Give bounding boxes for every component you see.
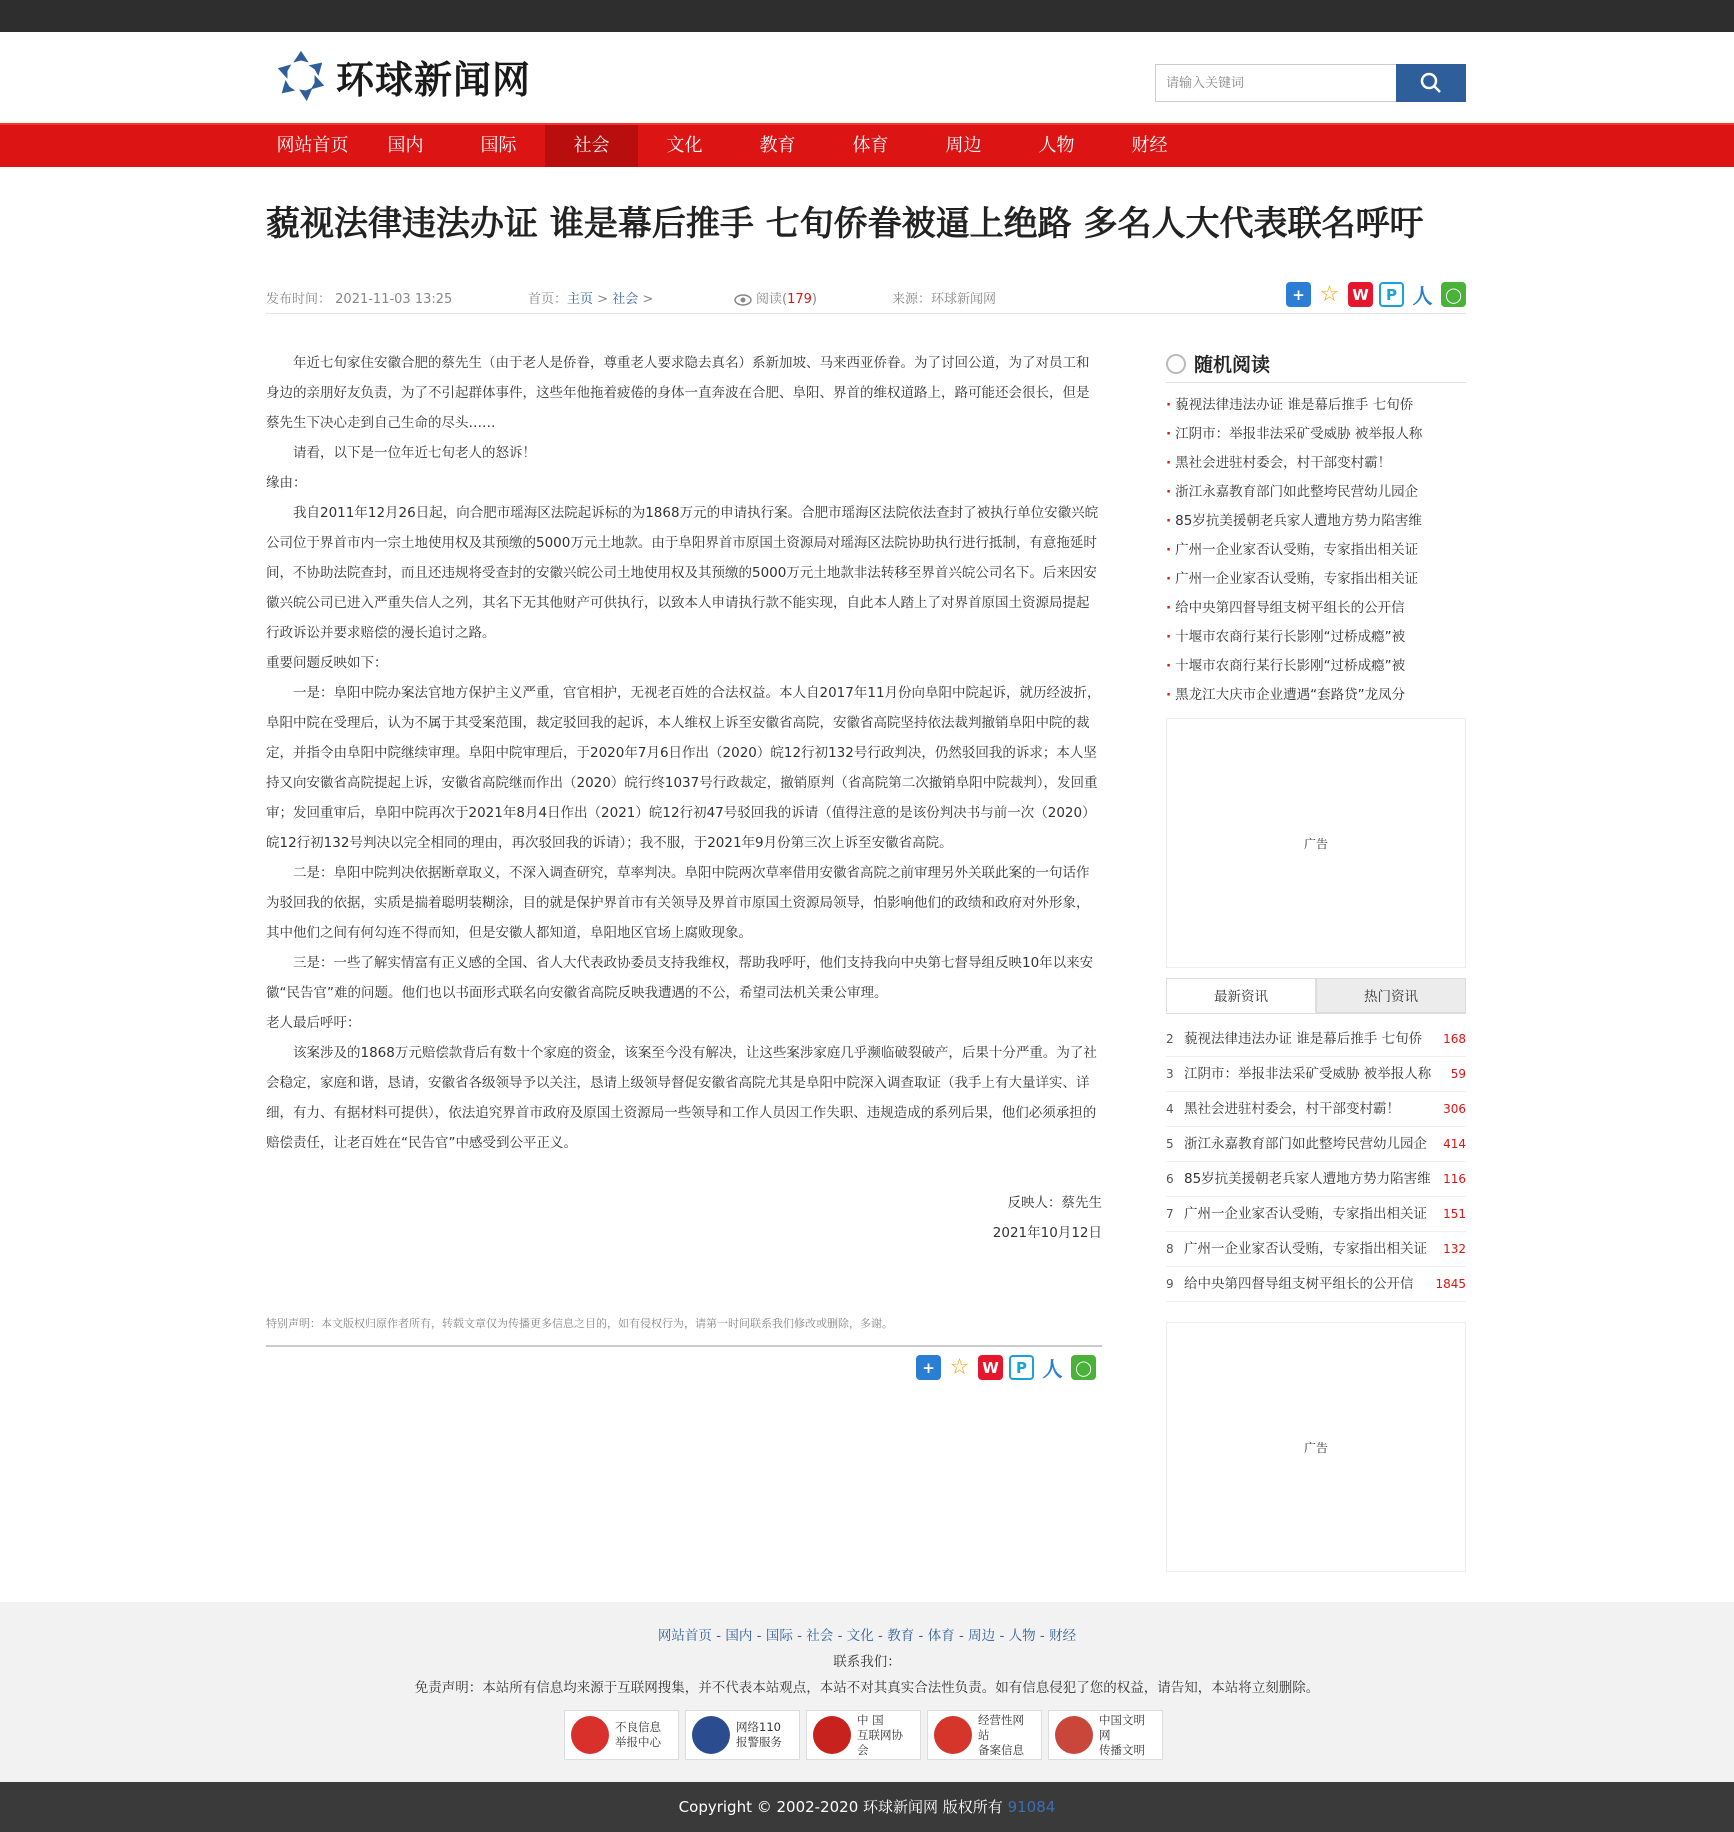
ad-box[interactable]: 广告 bbox=[1166, 1322, 1466, 1572]
news-list bbox=[1166, 1022, 1466, 1302]
news-rank: 3 bbox=[1166, 1067, 1174, 1081]
main-nav bbox=[0, 123, 1734, 167]
news-view-count: 132 bbox=[1443, 1242, 1466, 1256]
random-read-title: 随机阅读 bbox=[1194, 354, 1271, 376]
nav-item[interactable]: 体育 bbox=[852, 135, 889, 156]
nav-item[interactable]: 财经 bbox=[1131, 135, 1168, 156]
footer-badge[interactable] bbox=[1048, 1710, 1163, 1760]
random-read-item[interactable]: · 广州一企业家否认受贿，专家指出相关证 bbox=[1166, 536, 1466, 565]
badge-emblem-icon bbox=[571, 1716, 609, 1754]
eye-icon bbox=[734, 294, 752, 306]
badge-text bbox=[615, 1720, 661, 1750]
top-bar bbox=[0, 0, 1734, 32]
footer-badge[interactable] bbox=[564, 1710, 679, 1760]
footer-link[interactable]: 财经 bbox=[1049, 1628, 1077, 1644]
article-body bbox=[266, 348, 1102, 1248]
article-paragraph: 重要问题反映如下： bbox=[266, 655, 388, 671]
news-title[interactable]: 广州一企业家否认受贿，专家指出相关证 bbox=[1184, 1206, 1427, 1222]
news-item[interactable] bbox=[1166, 1162, 1466, 1197]
news-title[interactable]: 浙江永嘉教育部门如此整垮民营幼儿园企 bbox=[1184, 1136, 1427, 1152]
share-pinterest-icon[interactable]: P bbox=[1379, 282, 1404, 307]
footer-link-separator: - bbox=[792, 1628, 807, 1644]
search-input[interactable] bbox=[1155, 64, 1396, 102]
share-bar-top bbox=[1286, 282, 1466, 307]
random-read-item[interactable]: · 浙江永嘉教育部门如此整垮民营幼儿园企 bbox=[1166, 478, 1466, 507]
badge-line: 经营性网站 bbox=[978, 1712, 1024, 1742]
logo-icon bbox=[272, 47, 330, 105]
site-logo[interactable] bbox=[272, 46, 531, 106]
news-title[interactable]: 黑社会进驻村委会，村干部变村霸！ bbox=[1184, 1101, 1400, 1117]
source: 来源：环球新闻网 bbox=[892, 292, 997, 307]
badge-text bbox=[736, 1720, 782, 1750]
random-read-item[interactable]: · 黑龙江大庆市企业遭遇“套路贷”龙凤分 bbox=[1166, 681, 1466, 710]
breadcrumb: 首页：主页 > 社会 > bbox=[528, 292, 654, 307]
random-read-item[interactable]: · 十堰市农商行某行长影刚“过桥成瘾”被 bbox=[1166, 652, 1466, 681]
article-paragraph: 缘由： bbox=[266, 475, 307, 491]
share-wechat-icon[interactable]: ◯ bbox=[1071, 1355, 1096, 1380]
news-view-count: 151 bbox=[1443, 1207, 1466, 1221]
share-weibo-icon[interactable]: W bbox=[978, 1355, 1003, 1380]
random-read-item[interactable]: · 给中央第四督导组支树平组长的公开信 bbox=[1166, 594, 1466, 623]
footer-badge[interactable] bbox=[927, 1710, 1042, 1760]
site-footer bbox=[0, 1602, 1734, 1782]
badge-text bbox=[857, 1713, 914, 1758]
article-paragraph: 请看，以下是一位年近七旬老人的怒诉！ bbox=[293, 445, 536, 461]
article-paragraph: 年近七旬家住安徽合肥的蔡先生（由于老人是侨眷，尊重老人要求隐去真名）系新加坡、马来西亚侨眷。为了讨回公道，为了对员工和身边的亲朋好友负责，为了不引起群体事件，这些年他拖着疲倦的身体一直奔波在合肥、阜阳、界首的维权道路上，路可能还会很长，但是蔡先生下决心走到自己生命的尽头…… bbox=[266, 355, 1090, 431]
footer-link-separator: - bbox=[873, 1628, 888, 1644]
search-icon bbox=[1420, 72, 1442, 94]
share-bar-bottom bbox=[916, 1355, 1096, 1380]
badge-line: 传播文明 bbox=[1099, 1742, 1145, 1757]
article-paragraph: 老人最后呼吁： bbox=[266, 1015, 361, 1031]
share-pinterest-icon[interactable]: P bbox=[1009, 1355, 1034, 1380]
news-item[interactable] bbox=[1166, 1022, 1466, 1057]
sign-date: 2021年10月12日 bbox=[992, 1225, 1102, 1241]
copyright-number[interactable]: 91084 bbox=[1007, 1798, 1056, 1816]
share-renren-icon[interactable]: 人 bbox=[1040, 1355, 1065, 1380]
footer-links bbox=[0, 1624, 1734, 1644]
random-read-list bbox=[1166, 391, 1466, 710]
sidebar bbox=[1166, 345, 1466, 1572]
badge-line: 中国文明网 bbox=[1099, 1712, 1145, 1742]
footer-link[interactable]: 人物 bbox=[1008, 1628, 1036, 1644]
footer-link[interactable]: 国内 bbox=[725, 1628, 753, 1644]
search-button[interactable] bbox=[1396, 64, 1466, 102]
news-title[interactable]: 85岁抗美援朝老兵家人遭地方势力陷害维 bbox=[1184, 1171, 1431, 1187]
article-title: 藐视法律违法办证 谁是幕后推手 七旬侨眷被逼上绝路 多名人大代表联名呼吁 bbox=[266, 204, 1424, 244]
copyright-bar bbox=[0, 1782, 1734, 1832]
share-favorite-icon[interactable]: ☆ bbox=[1317, 282, 1342, 307]
badge-line: 不良信息 bbox=[615, 1720, 661, 1734]
badge-emblem-icon bbox=[692, 1716, 730, 1754]
badge-line: 网络110 bbox=[736, 1720, 781, 1734]
footer-link[interactable]: 网站首页 bbox=[657, 1628, 712, 1644]
footer-link-separator: - bbox=[1035, 1628, 1050, 1644]
nav-item[interactable]: 人物 bbox=[1038, 135, 1075, 156]
random-read-item[interactable]: · 85岁抗美援朝老兵家人遭地方势力陷害维 bbox=[1166, 507, 1466, 536]
share-more-icon[interactable]: + bbox=[1286, 282, 1311, 307]
footer-badge[interactable] bbox=[685, 1710, 800, 1760]
news-rank: 9 bbox=[1166, 1277, 1174, 1291]
share-favorite-icon[interactable]: ☆ bbox=[947, 1355, 972, 1380]
news-rank: 4 bbox=[1166, 1102, 1174, 1116]
share-renren-icon[interactable]: 人 bbox=[1410, 282, 1435, 307]
news-tabs bbox=[1166, 978, 1466, 1014]
article-paragraph: 该案涉及的1868万元赔偿款背后有数十个家庭的资金，该案至今没有解决，让这些案涉家庭几乎濒临破裂破产，后果十分严重。为了社会稳定，家庭和谐，恳请，安徽省各级领导予以关注，恳请上级领导督促安徽省高院尤其是阜阳中院深入调查取证（我手上有大量详实、详细，有力、有据材料可提供），依法追究界首市政府及原国土资源局一些领导和工作人员因工作失职、违规造成的系列后果，他们必须承担的赔偿责任，让老百姓在“民告官”中感受到公平正义。 bbox=[266, 1045, 1097, 1151]
random-read-item[interactable]: · 黑社会进驻村委会，村干部变村霸！ bbox=[1166, 449, 1466, 478]
footer-link[interactable]: 教育 bbox=[887, 1628, 915, 1644]
news-item[interactable] bbox=[1166, 1057, 1466, 1092]
footer-link-separator: - bbox=[711, 1628, 726, 1644]
read-count: 阅读(179) bbox=[734, 288, 817, 307]
badge-emblem-icon bbox=[1055, 1716, 1093, 1754]
nav-item[interactable]: 周边 bbox=[945, 135, 982, 156]
nav-item[interactable]: 社会 bbox=[545, 125, 638, 167]
news-title[interactable]: 江阴市：举报非法采矿受威胁 被举报人称 bbox=[1184, 1066, 1432, 1082]
signer: 反映人：蔡先生 bbox=[1007, 1195, 1102, 1211]
news-view-count: 306 bbox=[1443, 1102, 1466, 1116]
nav-item[interactable]: 文化 bbox=[666, 135, 703, 156]
share-more-icon[interactable]: + bbox=[916, 1355, 941, 1380]
news-title[interactable]: 给中央第四督导组支树平组长的公开信 bbox=[1184, 1276, 1414, 1292]
footer-badges bbox=[564, 1710, 1163, 1760]
article-paragraph: 二是：阜阳中院判决依据断章取义，不深入调查研究，草率判决。阜阳中院两次草率借用安徽省高院之前审理另外关联此案的一句话作为驳回我的依据，实质是揣着聪明装糊涂，目的就是保护界首市有关领导及界首市原国土资源局领导，怕影响他们的政绩和政府对外形象，其中他们之间有何勾连不得而知，但是安徽人都知道，阜阳地区官场上腐败现象。 bbox=[266, 865, 1090, 941]
publish-time: 2021-11-03 13:25 bbox=[335, 292, 453, 307]
news-item[interactable] bbox=[1166, 1092, 1466, 1127]
breadcrumb-category[interactable]: 社会 bbox=[612, 292, 639, 307]
footer-contact: 联系我们： bbox=[833, 1654, 901, 1670]
breadcrumb-home[interactable]: 主页 bbox=[567, 292, 594, 307]
news-view-count: 59 bbox=[1450, 1067, 1466, 1081]
article-paragraph: 一是：阜阳中院办案法官地方保护主义严重，官官相护，无视老百姓的合法权益。本人自2017年11月份向阜阳中院起诉，就历经波折，阜阳中院在受理后，认为不属于其受案范围，裁定驳回我的起诉，本人维权上诉至安徽省高院，安徽省高院坚持依法裁判撤销阜阳中院的裁定，并指令由阜阳中院继续审理。阜阳中院审理后，于2020年7月6日作出（2020）皖12行初132号行政判决，仍然驳回我的诉求；本人坚持又向安徽省高院提起上诉，安徽省高院继而作出（2020）皖行终1037号行政裁定，撤销原判（省高院第二次撤销阜阳中院裁判），发回重审；发回重审后，阜阳中院再次于2021年8月4日作出（2021）皖12行初47号驳回我的诉请（值得注意的是该份判决书与前一次（2020）皖12行初132号判决以完全相同的理由，再次驳回我的诉请）；我不服，于2021年9月份第三次上诉至安徽省高院。 bbox=[266, 685, 1101, 851]
badge-text bbox=[1099, 1713, 1156, 1758]
news-item[interactable] bbox=[1166, 1232, 1466, 1267]
footer-link[interactable]: 周边 bbox=[968, 1628, 996, 1644]
badge-emblem-icon bbox=[934, 1716, 972, 1754]
article-paragraph: 三是：一些了解实情富有正义感的全国、省人大代表政协委员支持我维权，帮助我呼吁，他们支持我向中央第七督导组反映10年以来安徽“民告官”难的问题。他们也以书面形式联名向安徽省高院反映我遭遇的不公，希望司法机关秉公审理。 bbox=[266, 955, 1094, 1001]
copyright-text: Copyright © 2002-2020 环球新闻网 版权所有 bbox=[678, 1798, 1003, 1816]
nav-item[interactable]: 国际 bbox=[480, 135, 517, 156]
footer-link-separator: - bbox=[954, 1628, 969, 1644]
news-view-count: 1845 bbox=[1435, 1277, 1466, 1291]
logo-text: 环球新闻网 bbox=[336, 57, 532, 102]
globe-icon bbox=[1166, 354, 1186, 374]
news-item[interactable] bbox=[1166, 1267, 1466, 1302]
news-view-count: 168 bbox=[1443, 1032, 1466, 1046]
tab-hot[interactable]: 热门资讯 bbox=[1316, 978, 1466, 1013]
share-weibo-icon[interactable]: W bbox=[1348, 282, 1373, 307]
article-meta bbox=[266, 280, 1466, 314]
footer-link[interactable]: 文化 bbox=[846, 1628, 874, 1644]
badge-line: 中 国 bbox=[857, 1712, 884, 1727]
share-wechat-icon[interactable]: ◯ bbox=[1441, 282, 1466, 307]
nav-item[interactable]: 教育 bbox=[759, 135, 796, 156]
news-title[interactable]: 藐视法律违法办证 谁是幕后推手 七旬侨 bbox=[1184, 1031, 1423, 1047]
article-disclaimer: 特别声明：本文版权归原作者所有，转载文章仅为传播更多信息之目的，如有侵权行为，请第一时间联系我们修改或删除，多谢。 bbox=[266, 1315, 1102, 1347]
news-rank: 6 bbox=[1166, 1172, 1174, 1186]
footer-link-separator: - bbox=[995, 1628, 1009, 1644]
news-rank: 8 bbox=[1166, 1242, 1174, 1256]
news-rank: 7 bbox=[1166, 1207, 1174, 1221]
spacer bbox=[266, 1158, 1102, 1188]
badge-text bbox=[978, 1713, 1035, 1758]
badge-line: 报警服务 bbox=[736, 1735, 782, 1749]
badge-line: 举报中心 bbox=[615, 1735, 661, 1749]
random-read-item[interactable]: · 十堰市农商行某行长影刚“过桥成瘾”被 bbox=[1166, 623, 1466, 652]
publish-info: 发布时间： 2021-11-03 13:25 bbox=[266, 292, 453, 307]
news-rank: 2 bbox=[1166, 1032, 1174, 1046]
ad-box[interactable]: 广告 bbox=[1166, 718, 1466, 968]
news-view-count: 116 bbox=[1443, 1172, 1466, 1186]
footer-link[interactable]: 国际 bbox=[765, 1628, 793, 1644]
news-item[interactable] bbox=[1166, 1197, 1466, 1232]
news-item[interactable] bbox=[1166, 1127, 1466, 1162]
tab-latest[interactable]: 最新资讯 bbox=[1166, 978, 1316, 1013]
news-rank: 5 bbox=[1166, 1137, 1174, 1151]
badge-emblem-icon bbox=[813, 1716, 851, 1754]
news-title[interactable]: 广州一企业家否认受贿，专家指出相关证 bbox=[1184, 1241, 1427, 1257]
nav-item[interactable]: 网站首页 bbox=[276, 135, 349, 156]
badge-line: 互联网协会 bbox=[857, 1727, 903, 1757]
footer-badge[interactable] bbox=[806, 1710, 921, 1760]
site-header bbox=[0, 32, 1734, 123]
footer-link[interactable]: 社会 bbox=[806, 1628, 834, 1644]
footer-link-separator: - bbox=[833, 1628, 847, 1644]
footer-link-separator: - bbox=[914, 1628, 928, 1644]
nav-item[interactable]: 国内 bbox=[387, 135, 424, 156]
random-read-item[interactable]: · 广州一企业家否认受贿，专家指出相关证 bbox=[1166, 565, 1466, 594]
random-read-item[interactable]: · 江阴市：举报非法采矿受威胁 被举报人称 bbox=[1166, 420, 1466, 449]
search-box bbox=[1155, 64, 1466, 102]
news-view-count: 414 bbox=[1443, 1137, 1466, 1151]
random-read-header bbox=[1166, 345, 1466, 383]
footer-link[interactable]: 体育 bbox=[927, 1628, 955, 1644]
random-read-item[interactable]: · 藐视法律违法办证 谁是幕后推手 七旬侨 bbox=[1166, 391, 1466, 420]
badge-line: 备案信息 bbox=[978, 1742, 1024, 1757]
footer-disclaimer: 免责声明：本站所有信息均来源于互联网搜集，并不代表本站观点，本站不对其真实合法性负责。如有信息侵犯了您的权益，请告知，本站将立刻删除。 bbox=[414, 1680, 1320, 1696]
article-paragraph: 我自2011年12月26日起，向合肥市瑶海区法院起诉标的为1868万元的申请执行案。合肥市瑶海区法院依法查封了被执行单位安徽兴皖公司位于界首市内一宗土地使用权及其预缴的5000万元土地款。由于阜阳界首市原国土资源局对瑶海区法院协助执行进行抵制，有意拖延时间，不协助法院查封，而且还违规将受查封的安徽兴皖公司土地使用权及其预缴的5000万元土地款非法转移至界首兴皖公司名下。后来因安徽兴皖公司已进入严重失信人之列，其名下无其他财产可供执行，以致本人申请执行款不能实现，自此本人踏上了对界首原国土资源局提起行政诉讼并要求赔偿的漫长追讨之路。 bbox=[266, 505, 1099, 641]
footer-link-separator: - bbox=[752, 1628, 766, 1644]
